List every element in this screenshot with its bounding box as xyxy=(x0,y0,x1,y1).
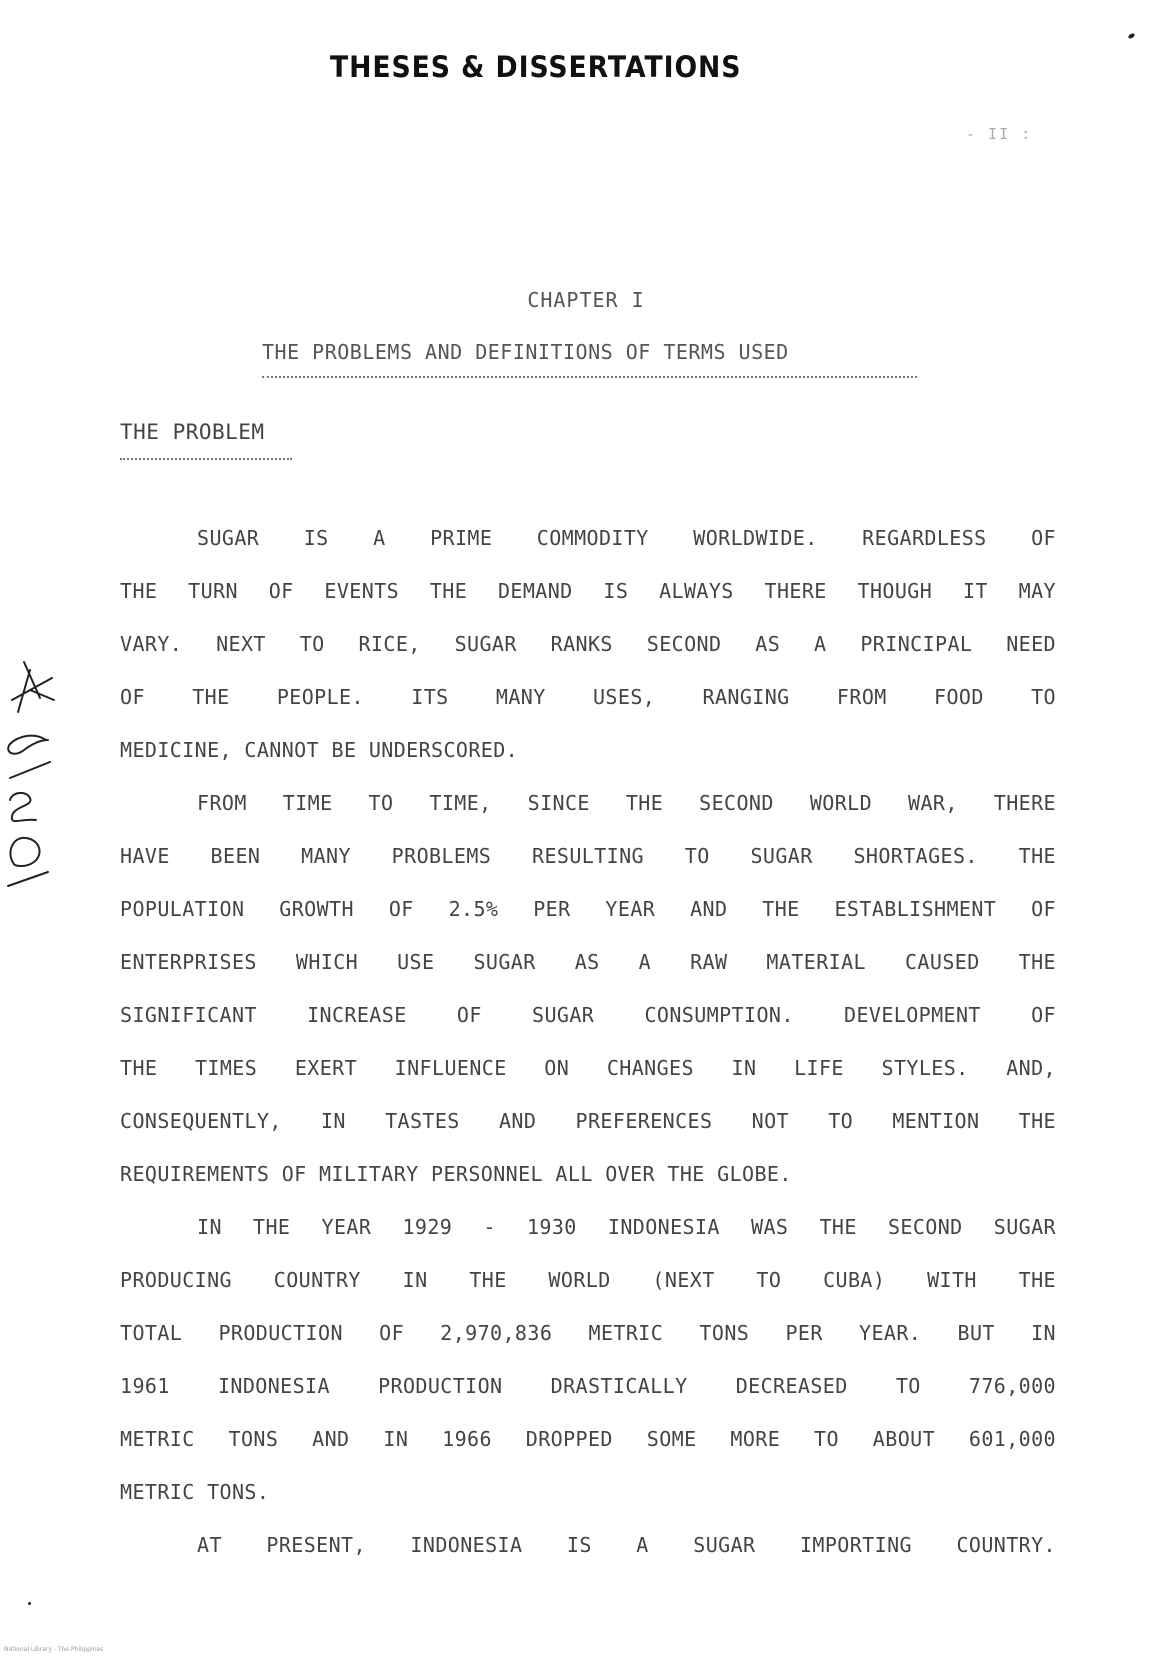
scan-footer: National Library - The Philippines xyxy=(4,1646,104,1653)
section-heading-underline xyxy=(120,458,292,460)
body-line: OF THE PEOPLE. ITS MANY USES, RANGING FROM FOOD TO xyxy=(120,685,1056,709)
body-line: REQUIREMENTS OF MILITARY PERSONNEL ALL OVER THE GLOBE. xyxy=(120,1162,792,1186)
body-line: MEDICINE, CANNOT BE UNDERSCORED. xyxy=(120,738,519,762)
chapter-title: THE PROBLEMS AND DEFINITIONS OF TERMS USED xyxy=(262,340,789,364)
body-line: THE TURN OF EVENTS THE DEMAND IS ALWAYS THERE THOUGH IT MAY xyxy=(120,579,1056,603)
body-line: METRIC TONS. xyxy=(120,1480,270,1504)
handwritten-margin-note xyxy=(0,640,60,900)
page-number-mark: - II : xyxy=(966,125,1033,143)
chapter-label: CHAPTER I xyxy=(527,288,645,312)
body-line: TOTAL PRODUCTION OF 2,970,836 METRIC TONS PER YEAR. BUT IN xyxy=(120,1321,1056,1345)
body-line: VARY. NEXT TO RICE, SUGAR RANKS SECOND AS A PRINCIPAL NEED xyxy=(120,632,1056,656)
body-line: FROM TIME TO TIME, SINCE THE SECOND WORLD WAR, THERE xyxy=(197,791,1056,815)
body-line: THE TIMES EXERT INFLUENCE ON CHANGES IN LIFE STYLES. AND, xyxy=(120,1056,1056,1080)
body-line: 1961 INDONESIA PRODUCTION DRASTICALLY DECREASED TO 776,000 xyxy=(120,1374,1056,1398)
body-line: HAVE BEEN MANY PROBLEMS RESULTING TO SUGAR SHORTAGES. THE xyxy=(120,844,1056,868)
body-line: METRIC TONS AND IN 1966 DROPPED SOME MORE TO ABOUT 601,000 xyxy=(120,1427,1056,1451)
theses-dissertations-stamp: THESES & DISSERTATIONS xyxy=(330,50,742,84)
body-line: ENTERPRISES WHICH USE SUGAR AS A RAW MATERIAL CAUSED THE xyxy=(120,950,1056,974)
ink-speck xyxy=(1127,33,1135,40)
body-line: CONSEQUENTLY, IN TASTES AND PREFERENCES NOT TO MENTION THE xyxy=(120,1109,1056,1133)
section-heading: THE PROBLEM xyxy=(120,420,265,444)
body-line: IN THE YEAR 1929 - 1930 INDONESIA WAS THE SECOND SUGAR xyxy=(197,1215,1056,1239)
ink-speck xyxy=(28,1602,31,1605)
body-line: PRODUCING COUNTRY IN THE WORLD (NEXT TO CUBA) WITH THE xyxy=(120,1268,1056,1292)
body-line: POPULATION GROWTH OF 2.5% PER YEAR AND THE ESTABLISHMENT OF xyxy=(120,897,1056,921)
chapter-title-underline xyxy=(262,376,917,378)
body-line: AT PRESENT, INDONESIA IS A SUGAR IMPORTING COUNTRY. xyxy=(197,1533,1056,1557)
body-line: SUGAR IS A PRIME COMMODITY WORLDWIDE. REGARDLESS OF xyxy=(197,526,1056,550)
body-line: SIGNIFICANT INCREASE OF SUGAR CONSUMPTION. DEVELOPMENT OF xyxy=(120,1003,1056,1027)
